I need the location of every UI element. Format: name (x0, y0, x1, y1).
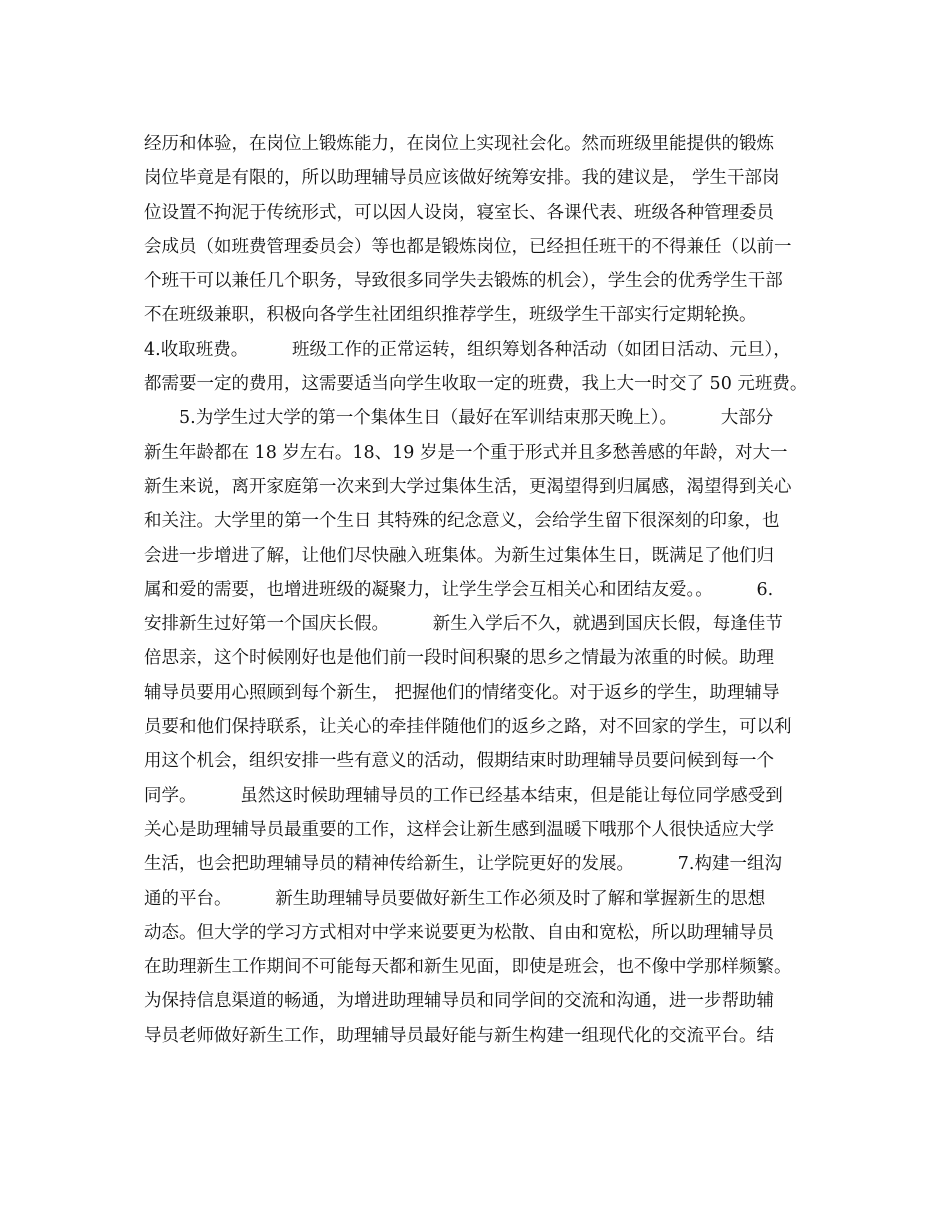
text-line: 4.收取班费。 班级工作的正常运转，组织筹划各种活动（如团日活动、元旦）， (144, 339, 791, 360)
text-line: 辅导员要用心照顾到每个新生， 把握他们的情绪变化。对于返乡的学生，助理辅导 (144, 682, 780, 703)
text-line: 经历和体验，在岗位上锻炼能力，在岗位上实现社会化。然而班级里能提供的锻炼 (144, 134, 774, 154)
text-line: 新生来说，离开家庭第一次来到大学过集体生活，更渴望得到归属感，渴望得到关心 (144, 476, 792, 497)
text-line: 通的平台。 新生助理辅导员要做好新生工作必须及时了解和掌握新生的思想 (144, 888, 766, 909)
text-line: 在助理新生工作期间不可能每天都和新生见面，即使是班会，也不像中学那样频繁。 (144, 957, 792, 978)
text-line: 和关注。大学里的第一个生日 其特殊的纪念意义，会给学生留下很深刻的印象，也 (144, 511, 780, 532)
text-line: 同学。 虽然这时候助理辅导员的工作已经基本结束，但是能让每位同学感受到 (144, 785, 783, 806)
body-text (144, 127, 824, 1053)
text-line: 安排新生过好第一个国庆长假。 新生入学后不久，就遇到国庆长假，每逢佳节 (144, 614, 783, 635)
text-line: 员要和他们保持联系，让关心的牵挂伴随他们的返乡之路，对不回家的学生，可以利 (144, 717, 792, 738)
text-line: 5.为学生过大学的第一个集体生日（最好在军训结束那天晚上）。 大部分 (144, 408, 774, 429)
text-line: 新生年龄都在 18 岁左右。18、19 岁是一个重于形式并且多愁善感的年龄，对大一 (144, 442, 788, 463)
text-line: 不在班级兼职，积极向各学生社团组织推荐学生，班级学生干部实行定期轮换。 (144, 305, 757, 326)
text-line: 都需要一定的费用，这需要适当向学生收取一定的班费，我上大一时交了 50 元班费。 (144, 374, 808, 395)
text-line: 岗位毕竟是有限的，所以助理辅导员应该做好统筹安排。我的建议是， 学生干部岗 (144, 168, 780, 189)
text-line: 为保持信息渠道的畅通，为增进助理辅导员和同学间的交流和沟通，进一步帮助辅 (144, 991, 774, 1012)
text-line: 生活，也会把助理辅导员的精神传给新生，让学院更好的发展。 7.构建一组沟 (144, 854, 782, 875)
text-line: 关心是助理辅导员最重要的工作，这样会让新生感到温暖下哦那个人很快适应大学 (144, 819, 774, 840)
text-line: 用这个机会，组织安排一些有意义的活动，假期结束时助理辅导员要问候到每一个 (144, 751, 774, 772)
text-line: 位设置不拘泥于传统形式，可以因人设岗，寝室长、各课代表、班级各种管理委员 (144, 202, 774, 223)
text-line: 导员老师做好新生工作，助理辅导员最好能与新生构建一组现代化的交流平台。结 (144, 1025, 774, 1046)
text-line: 会成员（如班费管理委员会）等也都是锻炼岗位，已经担任班干的不得兼任（以前一 (144, 236, 792, 257)
text-line: 会进一步增进了解，让他们尽快融入班集体。为新生过集体生日，既满足了他们归 (144, 545, 774, 566)
text-line: 倍思亲，这个时候刚好也是他们前一段时间积聚的思乡之情最为浓重的时候。助理 (144, 648, 774, 669)
text-line: 动态。但大学的学习方式相对中学来说要更为松散、自由和宽松，所以助理辅导员 (144, 922, 774, 943)
text-line: 属和爱的需要，也增进班级的凝聚力，让学生学会互相关心和团结友爱。。 6. (144, 579, 774, 600)
text-line: 个班干可以兼任几个职务，导致很多同学失去锻炼的机会），学生会的优秀学生干部 (144, 271, 783, 292)
